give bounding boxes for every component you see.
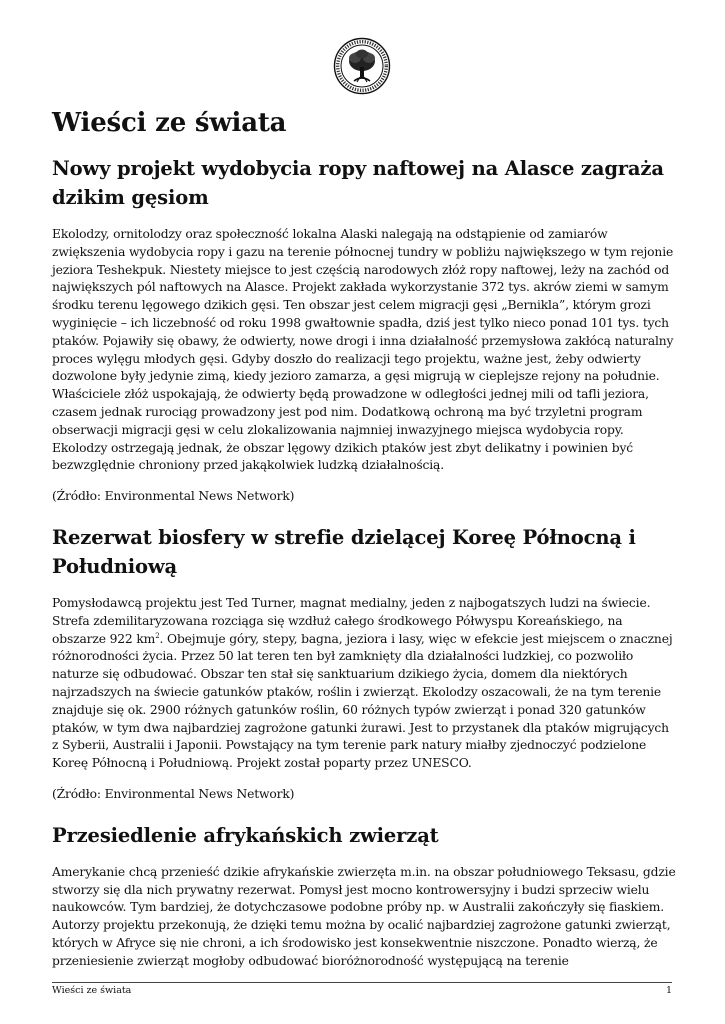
- page-footer: [52, 982, 672, 997]
- article-title: Nowy projekt wydobycia ropy naftowej na Alasce zagraża dzikim gęsiom: [52, 157, 664, 209]
- article-body: Amerykanie chcą przenieść dzikie afrykańskie zwierzęta m.in. na obszar południowego Teksasu, gdzie stworzy się dla nich prywatny rezerwat. Pomysł jest mocno kontrowersyjny i budzi sprzeciw wielu naukowców. Tym bardziej, że dotychczasowe podobne próby np. w Australii zakończyły się fiaskiem. Autorzy projektu przekonują, że dzięki temu można by ocalić najbardziej zagrożone gatunki zwierząt, których w Afryce się nie chroni, a ich środowisko jest konsekwentnie niszczone. Ponadto wierzą, że przeniesienie zwierząt mogłoby odbudować bioróżnorodność występującą na terenie: [52, 864, 676, 968]
- page-title: Wieści ze świata: [52, 108, 287, 138]
- article-body-part: . Obejmuje góry, stepy, bagna, jeziora i lasy, więc w efekcie jest miejscem o znacznej różnorodności życia. Przez 50 lat teren ten był zamknięty dla działalności ludzkiej, co pozwoliło naturze się odbudować. Obszar ten stał się sanktuarium dzikiego życia, domem dla niektórych najrzadszych na świecie gatunków ptaków, roślin i zwierząt. Ekolodzy oszacowali, że na tym terenie znajduje się ok. 2900 różnych gatunków roślin, 60 różnych typów zwierząt i ponad 320 gatunków ptaków, w tym dwa najbardziej zagrożone gatunki żurawi. Jest to przystanek dla ptaków migrujących z Syberii, Australii i Japonii. Powstający na tym terenie park natury miałby zjednoczyć podzielone Koreę Północną i Południową. Projekt został poparty przez UNESCO.: [52, 631, 673, 771]
- article-source: (Źródło: Environmental News Network): [52, 786, 295, 801]
- article-body: Ekolodzy, ornitolodzy oraz społeczność lokalna Alaski nalegają na odstąpienie od zamiarów zwiększenia wydobycia ropy i gazu na terenie północnej tundry w pobliżu największego w tym rejonie jeziora Teshekpuk. Niestety miejsce to jest częścią narodowych złóż ropy naftowej, leży na zachód od największych pól naftowych na Alasce. Projekt zakłada wykorzystanie 372 tys. akrów ziemi w samym środku terenu lęgowego dzikich gęsi. Ten obszar jest celem migracji gęsi „Bernikla”, którym grozi wyginięcie – ich liczebność od roku 1998 gwałtownie spadła, dziś jest tylko nieco ponad 101 tys. tych ptaków. Pojawiły się obawy, że odwierty, nowe drogi i inna działalność przemysłowa zakłócą naturalny proces wylęgu młodych gęsi. Gdyby doszło do realizacji tego projektu, ważne jest, żeby odwierty dozwolone były jedynie zimą, kiedy jezioro zamarza, a gęsi migrują w cieplejsze rejony na południe. Właściciele złóż uspokajają, że odwierty będą prowadzone w odległości jednej mili od tafli jeziora, czasem jednak rurociąg prowadzony jest pod nim. Dodatkową ochroną ma być trzyletni program obserwacji migracji gęsi w celu zlokalizowania najmniej inwazyjnego miejsca wydobycia ropy. Ekolodzy ostrzegają jednak, że obszar lęgowy dzikich ptaków jest zbyt delikatny i powinien być bezwzględnie chroniony przed jakąkolwiek ludzką działalnością.: [52, 227, 674, 473]
- article-title: Przesiedlenie afrykańskich zwierząt: [52, 823, 439, 847]
- article-title: Rezerwat biosfery w strefie dzielącej Koreę Północną i Południową: [52, 525, 636, 578]
- superscript: 2: [155, 631, 160, 640]
- article-body: [52, 595, 676, 773]
- footer-title: Wieści ze świata: [52, 985, 132, 996]
- article-africa: [52, 821, 676, 971]
- article-alaska: [52, 154, 676, 506]
- article-korea: [52, 523, 676, 804]
- document-body: [52, 106, 676, 984]
- article-body-part: Pomysłodawcą projektu jest Ted Turner, magnat medialny, jeden z najbogatszych ludzi na świecie. Strefa zdemilitaryzowana rozciąga się wzdłuż całego środkowego Półwyspu Koreańskiego, na obszarze 922 km: [52, 595, 651, 646]
- tree-seal-logo-icon: [333, 37, 391, 95]
- page-number: 1: [665, 985, 672, 996]
- article-source: (Źródło: Environmental News Network): [52, 489, 295, 504]
